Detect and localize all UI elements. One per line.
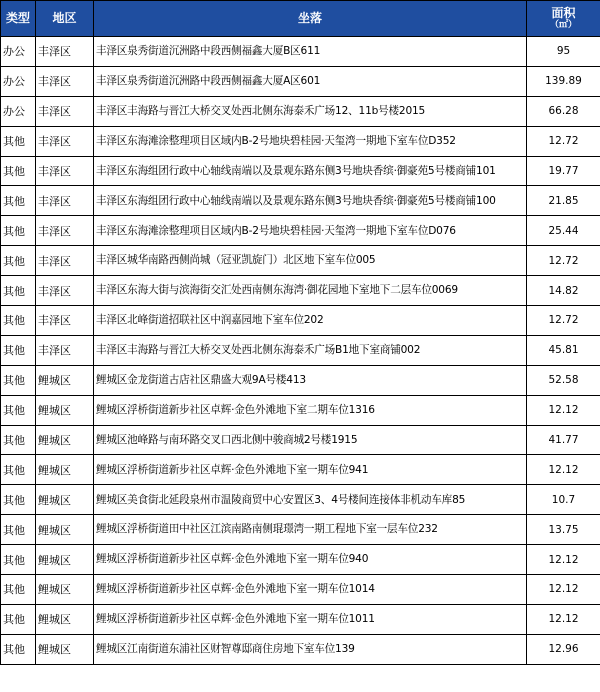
cell-area: 12.96: [527, 634, 600, 664]
cell-district: 鲤城区: [36, 515, 94, 545]
cell-type: 其他: [1, 515, 36, 545]
cell-location: 丰泽区东海组团行政中心轴线南端以及景观东路东侧3号地块香缤·御豪苑5号楼商铺101: [94, 156, 527, 186]
table-row: [1, 575, 600, 605]
cell-type: 其他: [1, 246, 36, 276]
cell-district: 鲤城区: [36, 365, 94, 395]
table-row: [1, 156, 600, 186]
cell-area: 25.44: [527, 216, 600, 246]
table-row: [1, 485, 600, 515]
cell-type: 其他: [1, 575, 36, 605]
cell-type: 其他: [1, 634, 36, 664]
table-row: [1, 126, 600, 156]
cell-area: 66.28: [527, 96, 600, 126]
table-row: [1, 335, 600, 365]
cell-location: 鲤城区浮桥街道新步社区卓辉·金色外滩地下室二期车位1316: [94, 395, 527, 425]
cell-location: 鲤城区江南街道东浦社区财智尊邸商住房地下室车位139: [94, 634, 527, 664]
cell-location: 丰泽区东海滩涂整理项目区域内B-2号地块碧桂园·天玺湾一期地下室车位D076: [94, 216, 527, 246]
cell-district: 鲤城区: [36, 395, 94, 425]
table-row: [1, 216, 600, 246]
cell-location: 丰泽区东海滩涂整理项目区域内B-2号地块碧桂园·天玺湾一期地下室车位D352: [94, 126, 527, 156]
cell-district: 丰泽区: [36, 66, 94, 96]
cell-type: 其他: [1, 216, 36, 246]
cell-area: 10.7: [527, 485, 600, 515]
table-row: [1, 455, 600, 485]
table-row: [1, 37, 600, 67]
cell-type: 其他: [1, 545, 36, 575]
cell-area: 45.81: [527, 335, 600, 365]
cell-district: 鲤城区: [36, 575, 94, 605]
cell-area: 95: [527, 37, 600, 67]
cell-location: 丰泽区泉秀街道沉洲路中段西侧福鑫大厦A区601: [94, 66, 527, 96]
cell-area: 14.82: [527, 276, 600, 306]
table-row: [1, 545, 600, 575]
table-header: [1, 1, 600, 37]
cell-area: 12.72: [527, 126, 600, 156]
cell-type: 其他: [1, 156, 36, 186]
cell-type: 其他: [1, 604, 36, 634]
cell-location: 鲤城区浮桥街道田中社区江滨南路南侧琨璟湾一期工程地下室一层车位232: [94, 515, 527, 545]
cell-area: 12.12: [527, 545, 600, 575]
cell-area: 12.12: [527, 455, 600, 485]
cell-area: 21.85: [527, 186, 600, 216]
cell-type: 其他: [1, 365, 36, 395]
cell-location: 鲤城区金龙街道古店社区鼎盛大观9A号楼413: [94, 365, 527, 395]
cell-area: 52.58: [527, 365, 600, 395]
table-row: [1, 365, 600, 395]
cell-location: 丰泽区丰海路与晋江大桥交叉处西北侧东海泰禾广场B1地下室商铺002: [94, 335, 527, 365]
header-area-label: 面积: [551, 6, 576, 20]
header-row: [1, 1, 600, 37]
cell-location: 鲤城区美食街北延段泉州市温陵商贸中心安置区3、4号楼间连接体非机动车库85: [94, 485, 527, 515]
cell-type: 其他: [1, 455, 36, 485]
table-row: [1, 246, 600, 276]
header-location: 坐落: [94, 1, 527, 37]
cell-location: 丰泽区北峰街道招联社区中润嘉园地下室车位202: [94, 306, 527, 336]
cell-type: 其他: [1, 395, 36, 425]
cell-location: 丰泽区泉秀街道沉洲路中段西侧福鑫大厦B区611: [94, 37, 527, 67]
cell-district: 鲤城区: [36, 485, 94, 515]
table-row: [1, 425, 600, 455]
cell-district: 丰泽区: [36, 156, 94, 186]
cell-type: 其他: [1, 485, 36, 515]
table-body: [1, 37, 600, 665]
cell-district: 鲤城区: [36, 545, 94, 575]
cell-area: 12.12: [527, 604, 600, 634]
table-row: [1, 96, 600, 126]
table-row: [1, 306, 600, 336]
cell-area: 19.77: [527, 156, 600, 186]
table-row: [1, 515, 600, 545]
table-row: [1, 66, 600, 96]
cell-area: 139.89: [527, 66, 600, 96]
cell-type: 办公: [1, 37, 36, 67]
cell-location: 丰泽区东海大街与滨海街交汇处西南侧东海湾·御花园地下室地下二层车位0069: [94, 276, 527, 306]
cell-area: 12.72: [527, 246, 600, 276]
table-row: [1, 395, 600, 425]
table-row: [1, 604, 600, 634]
header-area-unit: （㎡）: [549, 20, 577, 30]
cell-location: 鲤城区浮桥街道新步社区卓辉·金色外滩地下室一期车位941: [94, 455, 527, 485]
cell-location: 鲤城区浮桥街道新步社区卓辉·金色外滩地下室一期车位1011: [94, 604, 527, 634]
cell-type: 其他: [1, 186, 36, 216]
cell-location: 丰泽区城华南路西侧尚城（冠亚凯旋门）北区地下室车位005: [94, 246, 527, 276]
cell-type: 其他: [1, 126, 36, 156]
cell-type: 其他: [1, 276, 36, 306]
header-area: [527, 1, 600, 37]
cell-type: 办公: [1, 66, 36, 96]
cell-area: 12.12: [527, 395, 600, 425]
cell-district: 丰泽区: [36, 96, 94, 126]
cell-area: 12.72: [527, 306, 600, 336]
cell-district: 鲤城区: [36, 455, 94, 485]
cell-type: 其他: [1, 335, 36, 365]
cell-location: 鲤城区池峰路与南环路交叉口西北侧中骏商城2号楼1915: [94, 425, 527, 455]
cell-district: 丰泽区: [36, 216, 94, 246]
cell-location: 鲤城区浮桥街道新步社区卓辉·金色外滩地下室一期车位940: [94, 545, 527, 575]
cell-type: 其他: [1, 425, 36, 455]
header-district: 地区: [36, 1, 94, 37]
cell-district: 丰泽区: [36, 37, 94, 67]
cell-district: 丰泽区: [36, 186, 94, 216]
cell-location: 丰泽区东海组团行政中心轴线南端以及景观东路东侧3号地块香缤·御豪苑5号楼商铺100: [94, 186, 527, 216]
cell-area: 41.77: [527, 425, 600, 455]
cell-district: 丰泽区: [36, 335, 94, 365]
cell-district: 丰泽区: [36, 276, 94, 306]
header-type: 类型: [1, 1, 36, 37]
cell-district: 丰泽区: [36, 306, 94, 336]
table-row: [1, 634, 600, 664]
cell-location: 丰泽区丰海路与晋江大桥交叉处西北侧东海泰禾广场12、11b号楼2015: [94, 96, 527, 126]
table-row: [1, 276, 600, 306]
cell-district: 丰泽区: [36, 126, 94, 156]
cell-type: 其他: [1, 306, 36, 336]
cell-district: 鲤城区: [36, 634, 94, 664]
table-row: [1, 186, 600, 216]
cell-type: 办公: [1, 96, 36, 126]
cell-district: 丰泽区: [36, 246, 94, 276]
cell-location: 鲤城区浮桥街道新步社区卓辉·金色外滩地下室一期车位1014: [94, 575, 527, 605]
cell-area: 13.75: [527, 515, 600, 545]
cell-area: 12.12: [527, 575, 600, 605]
cell-district: 鲤城区: [36, 425, 94, 455]
cell-district: 鲤城区: [36, 604, 94, 634]
